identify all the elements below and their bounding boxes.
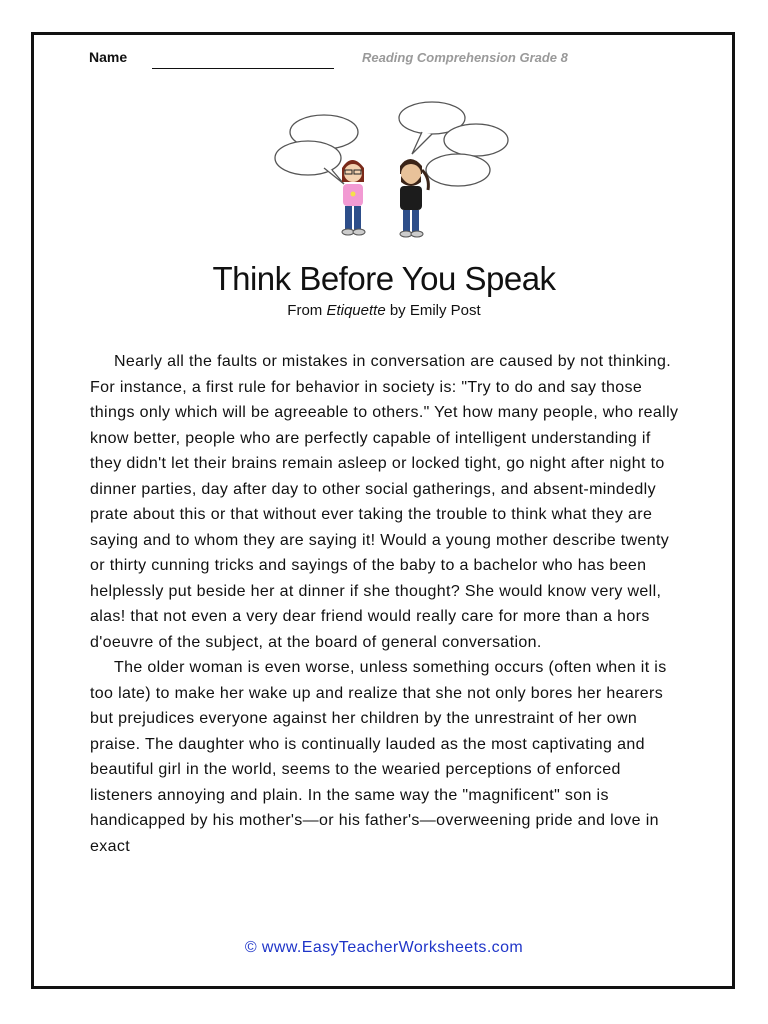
name-field-line <box>152 68 334 69</box>
man-figure-icon <box>400 159 428 237</box>
woman-figure-icon <box>342 160 365 235</box>
reading-passage <box>90 349 682 859</box>
passage-paragraph-1: Nearly all the faults or mistakes in conversation are caused by not thinking. For instance, a first rule for behavior in society is: "Try to do and say those things only which will be agreeable to others." Yet how many people, who really know better, people who are perfectly capable of intelligent understanding if they didn't let their brains remain asleep or locked tight, go night after night to dinner parties, day after day to other social gatherings, and absent-mindedly prate about this or that without ever taking the trouble to think what they are saying and to whom they are saying it! Would a young mother describe twenty or thirty cunning tricks and sayings of the baby to a bachelor who has been helplessly put beside her at dinner if she thought? She would know very well, alas! that not even a very dear friend would really care for more than a hors d'oeuvre of the subject, at the board of general conversation. <box>90 353 679 651</box>
two-people-talking-icon <box>272 96 516 246</box>
citation-work: Etiquette <box>326 302 386 319</box>
website-credit[interactable]: © www.EasyTeacherWorksheets.com <box>244 939 524 956</box>
passage-paragraph-2: The older woman is even worse, unless something occurs (often when it is too late) to make her wake up and realize that she not only bores her hearers but prejudices everyone against her children by the unrestraint of her own praise. The daughter who is continually lauded as the most captivating and beautiful girl in the world, seems to the wearied perceptions of enforced listeners annoying and plain. In the same way the "magnificent" son is handicapped by his mother's—or his father's—overweening pride and love in exact <box>90 659 667 855</box>
name-label: Name <box>89 49 128 65</box>
citation-suffix: by Emily Post <box>385 302 481 319</box>
worksheet-subject: Reading Comprehension Grade 8 <box>362 50 568 65</box>
source-citation <box>0 302 768 319</box>
page-title: Think Before You Speak <box>212 260 556 297</box>
citation-prefix: From <box>287 302 327 319</box>
